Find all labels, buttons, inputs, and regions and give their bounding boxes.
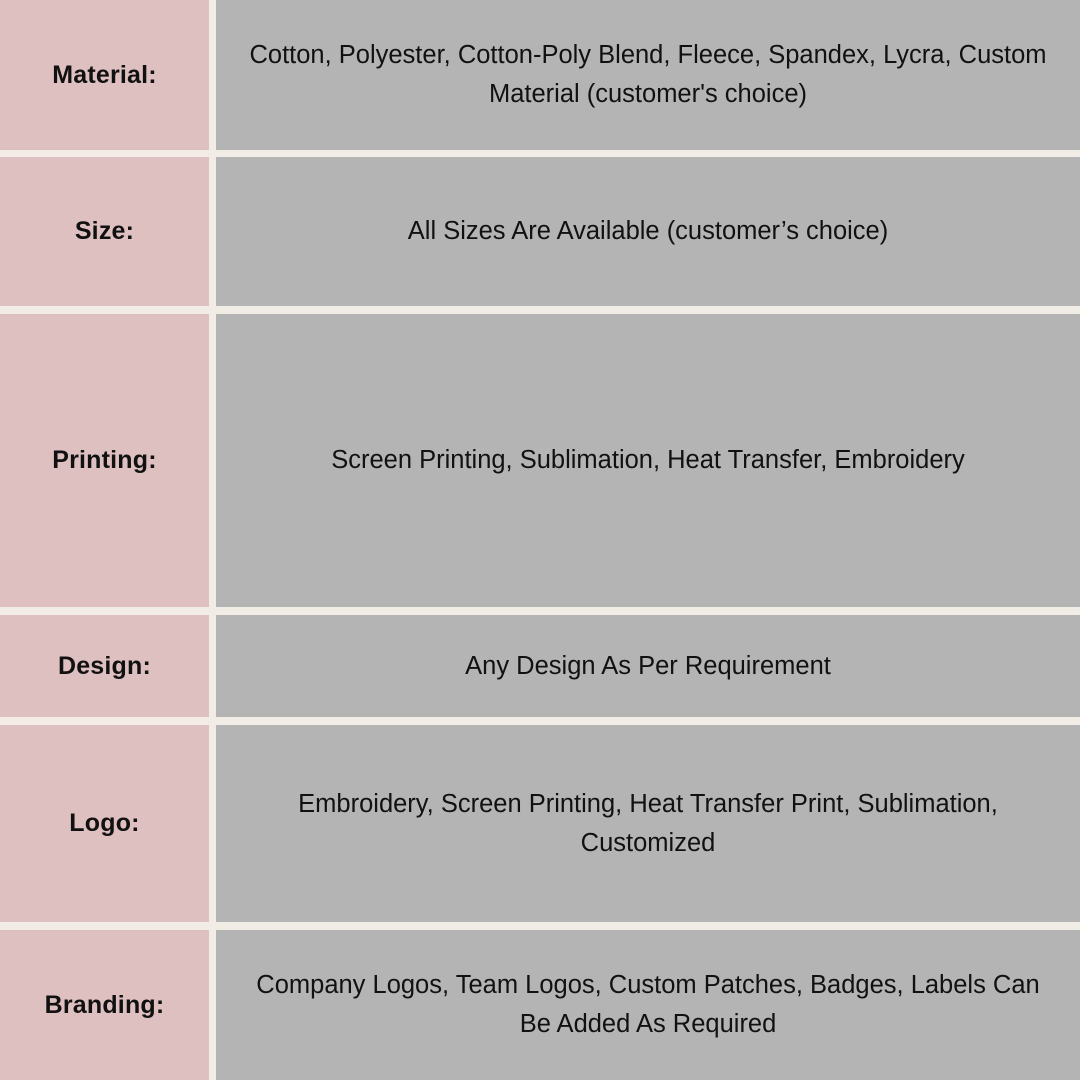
spec-row-branding bbox=[0, 930, 1080, 1080]
printing-value: Screen Printing, Sublimation, Heat Transfer, Embroidery bbox=[216, 314, 1080, 607]
design-label: Design: bbox=[0, 615, 209, 717]
logo-label: Logo: bbox=[0, 725, 209, 922]
spec-row-printing bbox=[0, 314, 1080, 607]
size-value: All Sizes Are Available (customer’s choice) bbox=[216, 157, 1080, 306]
design-value: Any Design As Per Requirement bbox=[216, 615, 1080, 717]
size-label: Size: bbox=[0, 157, 209, 306]
material-value: Cotton, Polyester, Cotton-Poly Blend, Fleece, Spandex, Lycra, Custom Material (customer's choice) bbox=[216, 0, 1080, 150]
branding-label: Branding: bbox=[0, 930, 209, 1080]
logo-value: Embroidery, Screen Printing, Heat Transfer Print, Sublimation, Customized bbox=[216, 725, 1080, 922]
spec-row-logo bbox=[0, 725, 1080, 922]
printing-label: Printing: bbox=[0, 314, 209, 607]
spec-row-material bbox=[0, 0, 1080, 150]
material-label: Material: bbox=[0, 0, 209, 150]
branding-value: Company Logos, Team Logos, Custom Patches, Badges, Labels Can Be Added As Required bbox=[216, 930, 1080, 1080]
spec-row-design bbox=[0, 615, 1080, 717]
spec-row-size bbox=[0, 157, 1080, 306]
